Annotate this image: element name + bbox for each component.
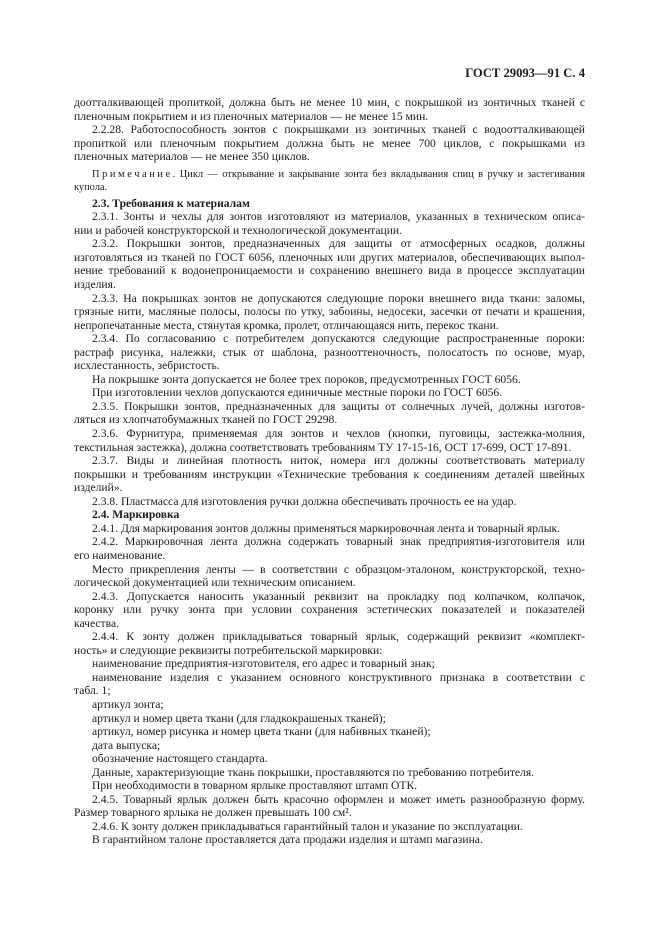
text-line: дата выпуска; <box>92 738 161 752</box>
text-line: Размер товарного ярлыка не должен превышать 100 см². <box>74 806 352 820</box>
paragraph <box>74 779 585 793</box>
section-heading-marking: 2.4. Маркировка <box>92 508 180 522</box>
text-line: артикул, номер рисунка и номер цвета ткани (для набивных тканей); <box>92 725 431 739</box>
text-line: изготовляться из тканей по ГОСТ 6056, пленочных или других материалов, обеспечивающих выпол- <box>74 250 585 264</box>
text-line: логической документацией или техническим описанием. <box>74 576 356 590</box>
list-item <box>74 657 585 671</box>
text-line: пленочных материалов — не менее 350 циклов. <box>74 150 310 164</box>
list-item <box>74 752 585 766</box>
text-line: 2.3.7. Виды и линейная плотность ниток, номера игл должны соответствовать материалу <box>92 454 585 468</box>
clause-2-3-8 <box>74 495 585 509</box>
paragraph <box>74 373 585 387</box>
text-line: покрышки и требованиям инструкции «Технические требования к соединениям деталей швейных <box>74 467 585 481</box>
text-line: растраф рисунка, належки, стык от шаблона, разнооттеночность, полосатость по основе, муар, <box>74 345 585 359</box>
clause-2-3-6 <box>74 427 585 454</box>
text-line: ность» и следующие реквизиты потребительской маркировки: <box>74 643 383 657</box>
note-text: Цикл — открывание и закрывание зонта без вкладывания спиц в ручку и застегивания <box>179 168 585 180</box>
clause-2-4-5 <box>74 793 585 820</box>
note <box>74 168 585 194</box>
text-line: 2.3.8. Пластмасса для изготовления ручки должна обеспечивать прочность ее на удар. <box>92 494 517 508</box>
paragraph-continuation <box>74 96 585 123</box>
clause-2-4-3 <box>74 590 585 631</box>
text-line: На покрышке зонта допускается не более трех пороков, предусмотренных ГОСТ 6056. <box>92 372 521 386</box>
list-item <box>74 698 585 712</box>
text-line: 2.2.28. Работоспособность зонтов с покрышками из зонтичных тканей с водоотталкивающей <box>92 123 585 137</box>
clause-2-3-3 <box>74 292 585 333</box>
text-line: доотталкивающей пропиткой, должна быть не менее 10 мин, с покрышкой из зонтичных тканей с <box>74 96 585 109</box>
text-line: Данные, характеризующие ткань покрышки, проставляются по требованию потребителя. <box>92 765 535 779</box>
clause-2-4-6 <box>74 820 585 834</box>
clause-2-2-28 <box>74 123 585 164</box>
clause-2-4-4 <box>74 630 585 657</box>
text-line: 2.3.6. Фурнитура, применяемая для зонтов и чехлов (кнопки, пуговицы, застежка-молния, <box>92 427 585 441</box>
note-label: Примечание. <box>92 168 178 180</box>
text-line: наименование изделия с указанием основного конструктивного признака в соответствии с <box>92 670 585 684</box>
text-line: пропиткой или пленочным покрытием должна быть не менее 700 циклов, с покрышками из <box>74 136 585 150</box>
paragraph <box>74 833 585 847</box>
clause-2-3-1 <box>74 210 585 237</box>
list-item <box>74 712 585 726</box>
text-line: изделий». <box>74 481 123 495</box>
text-line: качества. <box>74 616 119 630</box>
text-line: исхлестанность, зебристость. <box>74 359 220 373</box>
text-line: наименование предприятия-изготовителя, его адрес и товарный знак; <box>92 657 435 671</box>
text-line: 2.4.1. Для маркирования зонтов должны применяться маркировочная лента и товарный ярлык. <box>92 521 561 535</box>
text-line: табл. 1; <box>74 684 111 698</box>
text-line: 2.3.2. Покрышки зонтов, предназначенных для защиты от атмосферных осадков, должны <box>92 237 585 251</box>
text-line: купола. <box>74 181 108 193</box>
text-line: изделия. <box>74 278 116 292</box>
text-line: В гарантийном талоне проставляется дата продажи изделия и штамп магазина. <box>92 833 483 847</box>
list-item <box>74 671 585 698</box>
text-line: непропечатанные места, стянутая кромка, пролет, отличающаяся нить, перекос ткани. <box>74 318 499 332</box>
paragraph <box>74 386 585 400</box>
text-line: его наименование. <box>74 548 166 562</box>
text-line: При необходимости в товарном ярлыке проставляют штамп ОТК. <box>92 779 418 793</box>
text-line: нии и рабочей конструкторской и технологической документации. <box>74 223 403 237</box>
text-line: нение требований к водонепроницаемости и сохранению внешнего вида в процессе эксплуатации <box>74 264 585 278</box>
text-line <box>74 168 585 181</box>
list-item <box>74 725 585 739</box>
text-line: 2.4.3. Допускается наносить указанный реквизит на прокладку под колпачком, колпачок, <box>92 589 585 603</box>
clause-2-4-1 <box>74 522 585 536</box>
paragraph <box>74 563 585 590</box>
text-line: коронку или ручку зонта при условии сохранения эстетических показателей и показателей <box>74 603 585 617</box>
text-line: грязные нити, масляные полосы, полосы по утку, забоины, недосеки, засечки от печати и крашения, <box>74 305 585 319</box>
text-line: артикул зонта; <box>92 697 164 711</box>
text-line: 2.4.5. Товарный ярлык должен быть красочно оформлен и может иметь разнообразную форму. <box>92 792 585 806</box>
text-line: текстильная застежка), должна соответствовать требованиям ТУ 17-15-16, ОСТ 17-699, ОСТ 17-891. <box>74 440 572 454</box>
text-line: 2.3.1. Зонты и чехлы для зонтов изготовляют из материалов, указанных в техническом описа- <box>92 210 585 224</box>
clause-2-3-7 <box>74 454 585 495</box>
text-line: 2.4.2. Маркировочная лента должна содержать товарный знак предприятия-изготовителя или <box>92 535 585 549</box>
text-line: 2.3.4. По согласованию с потребителем допускаются следующие распространенные пороки: <box>92 332 585 346</box>
text-line: 2.4.4. К зонту должен прикладываться товарный ярлык, содержащий реквизит «комплект- <box>92 630 585 644</box>
text-line: 2.3.5. Покрышки зонтов, предназначенных для защиты от солнечных лучей, должны изготов- <box>92 399 585 413</box>
text-line: обозначение настоящего стандарта. <box>92 752 268 766</box>
text-line: артикул и номер цвета ткани (для гладкокрашеных тканей); <box>92 711 386 725</box>
text-line: 2.4.6. К зонту должен прикладываться гарантийный талон и указание по эксплуатации. <box>92 819 523 833</box>
list-item <box>74 739 585 753</box>
text-line: При изготовлении чехлов допускаются единичные местные пороки по ГОСТ 6056. <box>92 386 503 400</box>
paragraph <box>74 766 585 780</box>
clause-2-4-2 <box>74 535 585 562</box>
clause-2-3-4 <box>74 332 585 373</box>
clause-2-3-2 <box>74 237 585 291</box>
clause-2-3-5 <box>74 400 585 427</box>
section-heading-materials: 2.3. Требования к материалам <box>92 196 250 210</box>
document-body <box>74 96 585 847</box>
page-header: ГОСТ 29093—91 С. 4 <box>465 66 585 80</box>
text-line: Место прикрепления ленты — в соответствии с образцом-эталоном, конструкторской, техно- <box>92 562 585 576</box>
text-line: ляться из хлопчатобумажных тканей по ГОСТ 29298. <box>74 413 338 427</box>
text-line: пленочным покрытием и из пленочных материалов — не менее 15 мин. <box>74 109 429 123</box>
text-line: 2.3.3. На покрышках зонтов не допускаются следующие пороки внешнего вида ткани: заломы, <box>92 291 585 305</box>
